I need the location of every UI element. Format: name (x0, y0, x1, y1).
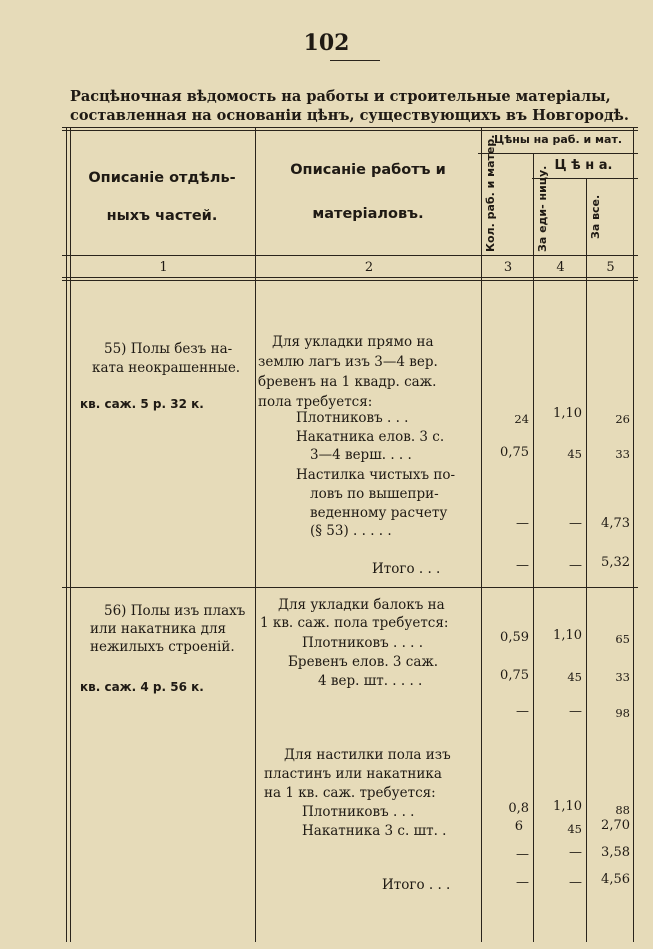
sec55-total-qty: — (516, 558, 529, 573)
sec56-rb2-qty: 6 (514, 819, 523, 834)
col1-header-line2: ныхъ частей. (106, 208, 218, 224)
column-numbers-rule (62, 277, 638, 278)
col1-header-line1: Описаніе отдѣль- (88, 170, 236, 186)
sec56-item-planks: Накатника 3 с. шт. . (302, 823, 447, 839)
sec56-ra-sum-total: 98 (615, 706, 630, 720)
sec55-item-logs-line2: 3—4 верш. . . . (310, 447, 412, 463)
sec56-rb1-unit: 1,10 (553, 799, 582, 814)
sec56-descB-line2: пластинъ или накатника (264, 766, 442, 782)
sec55-item-flooring-line2: ловъ по вышепри- (310, 486, 439, 502)
sec56-ra1-qty: 0,59 (500, 630, 529, 645)
table-left-rule (66, 127, 67, 942)
sec55-unit-price: кв. саж. 5 р. 32 к. (80, 397, 204, 411)
sec55-item-flooring-line3: веденному расчету (310, 505, 448, 521)
sec56-descA-line2: 1 кв. саж. пола требуется: (260, 615, 449, 631)
sec56-rb-sum-unit: — (569, 845, 582, 860)
sec55-r3-qty: — (516, 516, 529, 531)
sec56-descB-line1: Для настилки пола изъ (284, 747, 451, 763)
col1-number: 1 (159, 260, 168, 275)
table-right-rule (633, 127, 634, 942)
sec55-desc-line3: бревенъ на 1 квадр. саж. (258, 374, 437, 390)
sec56-ra1-total: 65 (615, 632, 630, 646)
col2-header-line1: Описаніе работъ и (290, 162, 446, 178)
sec55-item-logs-line1: Накатника елов. 3 с. (296, 429, 445, 445)
sec56-rb-sum-qty: — (516, 847, 529, 862)
sec56-unit-price: кв. саж. 4 р. 56 к. (80, 680, 204, 694)
col4-number: 4 (556, 260, 565, 275)
sec56-item-logs-line2: 4 вер. шт. . . . . (318, 673, 423, 689)
page-number: 102 (303, 30, 350, 56)
sec56-ra2-qty: 0,75 (500, 668, 529, 683)
sec55-r2-qty: 0,75 (500, 445, 529, 460)
sec56-total-sum: 4,56 (601, 872, 630, 887)
sec55-desc-line2: землю лагъ изъ 3—4 вер. (258, 354, 438, 370)
sec55-r1-qty: 24 (514, 412, 529, 426)
column-3-rule (481, 127, 482, 942)
sec56-name-line3: нежилыхъ строеній. (90, 639, 235, 655)
column-2-rule (255, 127, 256, 942)
page-number-rule (330, 60, 380, 61)
sec55-item-flooring-line4: (§ 53) . . . . . (310, 523, 392, 539)
sec55-name-line1: 55) Полы безъ на- (104, 341, 233, 357)
section-divider (62, 587, 638, 588)
prices-group-header: Цѣны на раб. и мат. (493, 133, 623, 146)
sec56-descA-line1: Для укладки балокъ на (278, 597, 445, 613)
sec56-name-line1: 56) Полы изъ плахъ (104, 603, 246, 619)
sec56-total-qty: — (516, 875, 529, 890)
sec55-total-unit: — (569, 558, 582, 573)
title-line-1: Расцѣночная вѣдомость на работы и строительные матеріалы, (70, 88, 611, 105)
sec56-rb1-qty: 0,8 (508, 801, 529, 816)
table-top-rule (62, 127, 638, 128)
sec56-rb-sum-total: 3,58 (601, 845, 630, 860)
sec55-item-carpenters: Плотниковъ . . . (296, 410, 409, 426)
sec55-desc-line1: Для укладки прямо на (272, 334, 434, 350)
col2-number: 2 (364, 260, 374, 275)
title-line-2: составленная на основаніи цѣнъ, существующихъ въ Новгородѣ. (70, 107, 629, 124)
sec55-r3-unit: — (569, 516, 582, 531)
sec56-item-carpenters-b: Плотниковъ . . . (302, 804, 415, 820)
sec55-r2-total: 33 (615, 447, 630, 461)
sec55-name-line2: ката неокрашенные. (92, 360, 241, 376)
sec55-total-label: Итого . . . (372, 561, 441, 577)
sec56-name-line2: или накатника для (90, 621, 227, 637)
price-group-header: Ц ѣ н а. (554, 158, 613, 173)
header-bottom-rule (62, 255, 638, 256)
sec55-r1-unit: 1,10 (553, 406, 582, 421)
col3-header: Кол. раб. и матер. (484, 134, 497, 252)
sec56-total-label: Итого . . . (382, 877, 451, 893)
sec55-r3-total: 4,73 (601, 516, 630, 531)
sec56-ra2-unit: 45 (567, 670, 582, 684)
sec56-rb2-unit: 45 (567, 822, 582, 836)
sec56-descB-line3: на 1 кв. саж. требуется: (264, 785, 436, 801)
sec55-desc-line4: пола требуется: (258, 394, 373, 410)
col5-number: 5 (606, 260, 615, 275)
prices-group-rule (478, 153, 638, 154)
sec56-total-unit: — (569, 875, 582, 890)
sec56-rb1-total: 88 (615, 803, 630, 817)
sec55-total-sum: 5,32 (601, 555, 630, 570)
sec56-item-logs-line1: Бревенъ елов. 3 саж. (288, 654, 439, 670)
col4-header: За еди- ницу. (536, 165, 549, 252)
col2-header-line2: матеріаловъ. (312, 206, 424, 222)
column-5-rule (586, 178, 587, 942)
sec56-ra2-total: 33 (615, 670, 630, 684)
col3-number: 3 (503, 260, 513, 275)
sec55-r1-total: 26 (615, 412, 630, 426)
column-4-rule (533, 153, 534, 942)
sec56-rb2-total: 2,70 (601, 818, 630, 833)
col5-header: За все. (589, 194, 602, 240)
sec56-ra-sum-qty: — (516, 704, 529, 719)
sec56-ra-sum-unit: — (569, 704, 582, 719)
sec55-r2-unit: 45 (567, 447, 582, 461)
sec56-item-carpenters: Плотниковъ . . . . (302, 635, 424, 651)
sec56-ra1-unit: 1,10 (553, 628, 582, 643)
sec55-item-flooring-line1: Настилка чистыхъ по- (296, 467, 456, 483)
